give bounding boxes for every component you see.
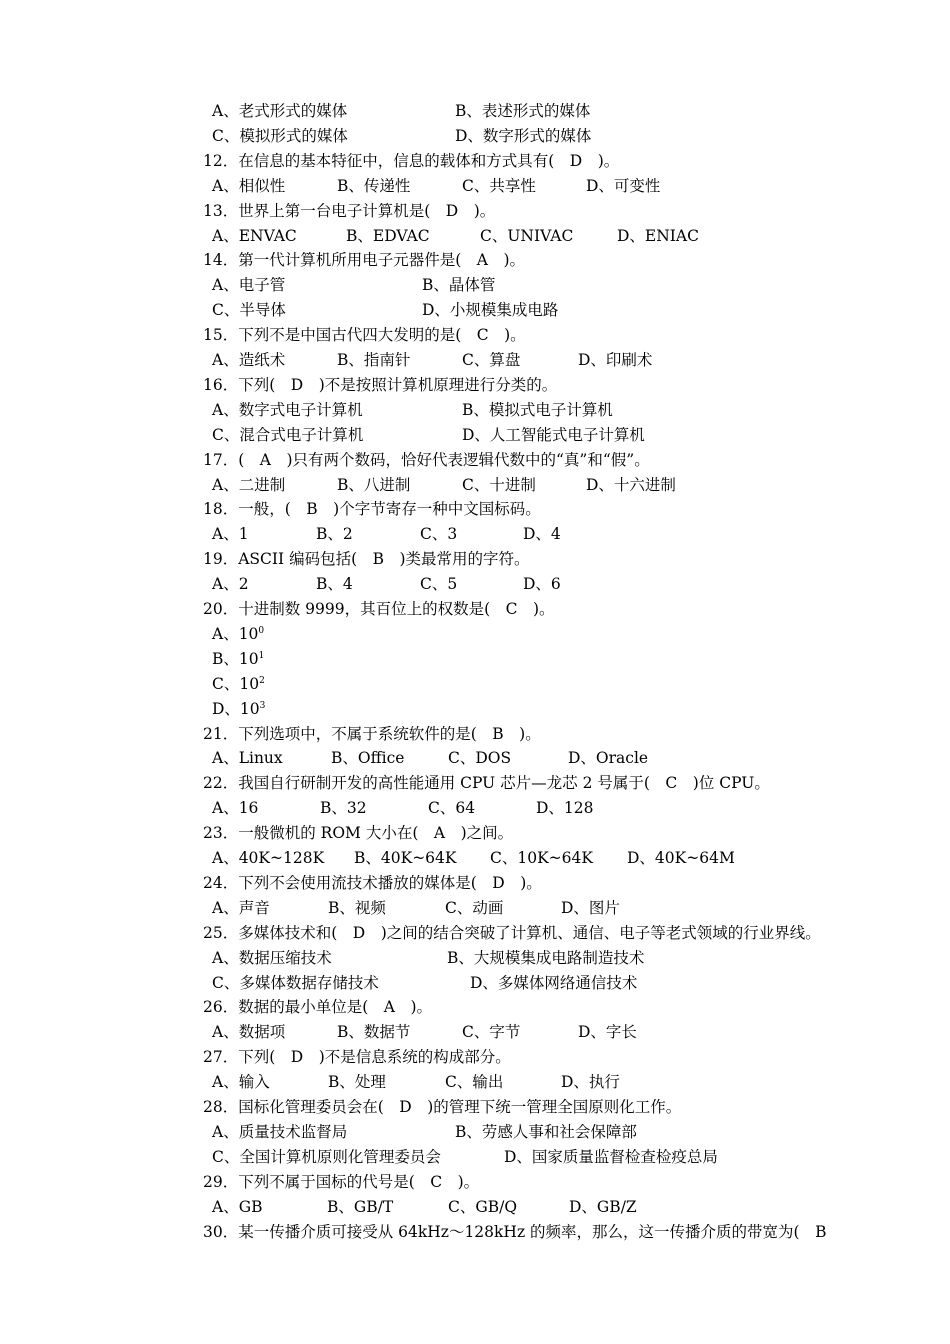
text-run: C、10 xyxy=(212,674,260,693)
question-text xyxy=(203,1045,511,1069)
text-run: C、算盘 xyxy=(462,351,521,369)
question-line xyxy=(0,722,950,746)
text-run: A、ENVAC xyxy=(212,226,297,245)
text-run: A、40K~128K xyxy=(212,849,325,867)
answer-option xyxy=(328,896,386,920)
answer-option xyxy=(212,1195,262,1219)
option-line xyxy=(0,348,950,372)
answer-option xyxy=(212,622,264,646)
text-run: 22．我国自行研制开发的高性能通用 CPU 芯片—龙芯 2 号属于( C )位 CPU。 xyxy=(203,774,770,793)
text-run: C、GB/Q xyxy=(448,1197,518,1216)
question-text xyxy=(203,497,541,521)
text-run: A、GB xyxy=(212,1197,263,1216)
answer-option xyxy=(462,398,613,422)
option-line xyxy=(0,423,950,447)
answer-option xyxy=(448,746,511,770)
answer-option xyxy=(212,697,265,721)
text-run: A、数据项 xyxy=(212,1023,286,1042)
option-line xyxy=(0,971,950,995)
answer-option xyxy=(212,1145,441,1169)
answer-option xyxy=(212,971,379,995)
answer-option xyxy=(212,796,258,820)
text-run: C、输出 xyxy=(445,1073,504,1092)
text-run: 16．下列( D )不是按照计算机原理进行分类的。 xyxy=(203,375,558,394)
answer-option xyxy=(327,1195,393,1219)
answer-option xyxy=(212,423,363,447)
text-run: A、数字式电子计算机 xyxy=(212,400,363,419)
text-run: 14．第一代计算机所用电子元器件是( A )。 xyxy=(203,251,526,270)
answer-option xyxy=(212,1020,285,1044)
question-line xyxy=(0,821,950,845)
option-line xyxy=(0,522,950,546)
answer-option xyxy=(462,174,536,198)
text-run: A、质量技术监督局 xyxy=(212,1122,348,1141)
text-run: 25．多媒体技术和( D )之间的结合突破了计算机、通信、电子等老式领域的行业界线。 xyxy=(203,923,821,942)
answer-option xyxy=(212,174,285,198)
text-run: 29．下列不属于国标的代号是( C )。 xyxy=(203,1172,480,1191)
answer-option xyxy=(316,522,353,546)
text-run: A、数据压缩技术 xyxy=(212,948,332,967)
text-run: A、声音 xyxy=(212,898,270,917)
text-run: D、多媒体网络通信技术 xyxy=(470,973,638,992)
option-line xyxy=(0,174,950,198)
answer-option xyxy=(337,348,410,372)
text-run: B、4 xyxy=(316,575,353,594)
text-run: 30．某一传播介质可接受从 64kHz～128kHz 的频率，那么，这一传播介质的带宽为( B xyxy=(203,1222,827,1241)
answer-option xyxy=(212,1120,347,1144)
question-text xyxy=(203,771,770,795)
question-text xyxy=(203,1220,826,1244)
answer-option xyxy=(212,273,285,297)
text-run: B、32 xyxy=(320,799,367,818)
question-text xyxy=(203,373,557,397)
text-run: A、16 xyxy=(212,799,259,818)
answer-option xyxy=(212,572,249,596)
text-run: 27．下列( D )不是信息系统的构成部分。 xyxy=(203,1048,511,1067)
answer-option xyxy=(346,224,430,248)
question-text xyxy=(203,149,619,173)
text-run: 18．一般，( B )个字节寄存一种中文国标码。 xyxy=(203,500,541,519)
text-run: B、表述形式的媒体 xyxy=(455,102,591,120)
text-run: 12．在信息的基本特征中，信息的载体和方式具有( D )。 xyxy=(203,151,620,170)
answer-option xyxy=(316,572,353,596)
text-run: C、十进制 xyxy=(462,475,536,494)
answer-option xyxy=(470,971,637,995)
text-run: A、10 xyxy=(212,624,259,643)
text-run: 24．下列不会使用流技术播放的媒体是( D )。 xyxy=(203,873,542,892)
answer-option xyxy=(568,746,648,770)
option-line xyxy=(0,473,950,497)
answer-option xyxy=(337,1020,410,1044)
answer-option xyxy=(480,224,573,248)
question-line xyxy=(0,1045,950,1069)
text-run: C、DOS xyxy=(448,749,512,768)
question-line xyxy=(0,248,950,272)
question-line xyxy=(0,1170,950,1194)
question-text xyxy=(203,597,555,621)
question-line xyxy=(0,1220,950,1244)
exponent: 0 xyxy=(258,625,265,636)
exponent: 2 xyxy=(259,675,265,686)
text-run: C、多媒体数据存储技术 xyxy=(212,973,379,992)
answer-option xyxy=(447,946,644,970)
option-line xyxy=(0,896,950,920)
question-line xyxy=(0,448,950,472)
answer-option xyxy=(422,298,558,322)
answer-option xyxy=(561,896,620,920)
answer-option xyxy=(337,473,410,497)
question-text xyxy=(203,547,530,571)
answer-option xyxy=(212,398,363,422)
text-run: C、全国计算机原则化管理委员会 xyxy=(212,1147,441,1166)
option-line xyxy=(0,746,950,770)
text-run: C、字节 xyxy=(462,1023,521,1042)
question-text xyxy=(203,248,525,272)
text-run: A、2 xyxy=(212,575,249,594)
answer-option xyxy=(212,298,286,322)
text-run: C、3 xyxy=(420,525,458,544)
question-line xyxy=(0,995,950,1019)
option-line xyxy=(0,124,950,148)
option-line xyxy=(0,622,950,646)
answer-option xyxy=(569,1195,637,1219)
text-run: B、传递性 xyxy=(337,176,411,195)
text-run: D、40K~64M xyxy=(627,849,735,867)
answer-option xyxy=(354,846,456,870)
answer-option xyxy=(328,1070,386,1094)
text-run: C、10K~64K xyxy=(490,849,593,867)
answer-option xyxy=(212,946,332,970)
text-run: C、UNIVAC xyxy=(480,226,574,245)
question-text xyxy=(203,323,526,347)
question-text xyxy=(203,995,432,1019)
question-line xyxy=(0,497,950,521)
answer-option xyxy=(212,348,285,372)
question-line xyxy=(0,199,950,223)
text-run: B、大规模集成电路制造技术 xyxy=(447,948,645,967)
answer-option xyxy=(586,174,660,198)
text-run: C、动画 xyxy=(445,898,504,917)
text-run: C、模拟形式的媒体 xyxy=(212,126,348,145)
text-run: 21．下列选项中，不属于系统软件的是( B )。 xyxy=(203,724,541,743)
question-text xyxy=(203,871,542,895)
text-run: C、半导体 xyxy=(212,301,286,320)
question-text xyxy=(203,1170,479,1194)
answer-option xyxy=(627,846,735,870)
option-line xyxy=(0,846,950,870)
text-run: A、Linux xyxy=(212,749,283,768)
question-line xyxy=(0,323,950,347)
text-run: A、老式形式的媒体 xyxy=(212,102,348,120)
text-run: B、2 xyxy=(316,525,353,544)
answer-option xyxy=(428,796,475,820)
option-line xyxy=(0,298,950,322)
answer-option xyxy=(578,348,652,372)
answer-option xyxy=(561,1070,620,1094)
answer-option xyxy=(617,224,699,248)
option-line xyxy=(0,946,950,970)
question-text xyxy=(203,722,541,746)
answer-option xyxy=(523,522,561,546)
text-run: A、造纸术 xyxy=(212,351,286,369)
text-run: D、可变性 xyxy=(586,176,661,195)
question-text xyxy=(203,1095,681,1119)
question-line xyxy=(0,1095,950,1119)
answer-option xyxy=(586,473,676,497)
text-run: C、共享性 xyxy=(462,176,536,195)
text-run: B、指南针 xyxy=(337,351,411,369)
text-run: D、国家质量监督检查检疫总局 xyxy=(504,1147,718,1166)
text-run: C、64 xyxy=(428,799,476,818)
text-run: 20．十进制数 9999，其百位上的权数是( C )。 xyxy=(203,600,555,618)
text-run: D、数字形式的媒体 xyxy=(455,126,592,145)
answer-option xyxy=(212,672,265,696)
text-run: D、十六进制 xyxy=(586,475,676,494)
answer-option xyxy=(455,99,590,123)
text-run: A、输入 xyxy=(212,1073,270,1092)
answer-option xyxy=(212,522,249,546)
answer-option xyxy=(212,746,283,770)
text-run: B、八进制 xyxy=(337,475,411,494)
option-line xyxy=(0,398,950,422)
answer-option xyxy=(212,1070,270,1094)
text-run: D、执行 xyxy=(561,1073,620,1092)
text-run: 13．世界上第一台电子计算机是( D )。 xyxy=(203,201,496,220)
question-line xyxy=(0,547,950,571)
answer-option xyxy=(490,846,593,870)
text-run: 15．下列不是中国古代四大发明的是( C )。 xyxy=(203,326,526,345)
answer-option xyxy=(462,423,645,447)
answer-option xyxy=(422,273,495,297)
option-line xyxy=(0,99,950,123)
option-line xyxy=(0,1120,950,1144)
option-line xyxy=(0,647,950,671)
answer-option xyxy=(212,846,324,870)
text-run: D、Oracle xyxy=(568,749,649,768)
text-run: D、小规模集成电路 xyxy=(422,301,559,320)
text-run: C、混合式电子计算机 xyxy=(212,425,364,444)
text-run: D、10 xyxy=(212,699,260,718)
text-run: B、模拟式电子计算机 xyxy=(462,400,613,419)
exponent: 1 xyxy=(258,650,265,661)
answer-option xyxy=(523,572,561,596)
answer-option xyxy=(445,1070,503,1094)
answer-option xyxy=(445,896,503,920)
text-run: B、数据节 xyxy=(337,1023,411,1042)
text-run: 23．一般微机的 ROM 大小在( A )之间。 xyxy=(203,824,514,843)
answer-option xyxy=(212,647,264,671)
question-line xyxy=(0,871,950,895)
text-run: 26．数据的最小单位是( A )。 xyxy=(203,998,433,1017)
answer-option xyxy=(331,746,404,770)
answer-option xyxy=(462,473,536,497)
text-run: B、EDVAC xyxy=(346,226,430,245)
question-text xyxy=(203,199,495,223)
exponent: 3 xyxy=(259,700,266,711)
answer-option xyxy=(420,522,457,546)
option-line xyxy=(0,572,950,596)
text-run: A、1 xyxy=(212,525,249,544)
option-line xyxy=(0,697,950,721)
text-run: A、二进制 xyxy=(212,475,286,494)
question-line xyxy=(0,149,950,173)
option-line xyxy=(0,224,950,248)
text-run: B、处理 xyxy=(328,1073,386,1092)
answer-option xyxy=(212,224,297,248)
answer-option xyxy=(420,572,457,596)
text-run: B、40K~64K xyxy=(354,849,457,867)
answer-option xyxy=(462,348,520,372)
question-line xyxy=(0,771,950,795)
text-run: B、劳感人事和社会保障部 xyxy=(455,1122,637,1141)
option-line xyxy=(0,672,950,696)
option-line xyxy=(0,1020,950,1044)
text-run: A、相似性 xyxy=(212,176,286,195)
text-run: 17．( A )只有两个数码，恰好代表逻辑代数中的“真”和“假”。 xyxy=(203,450,650,469)
text-run: D、印刷术 xyxy=(578,351,653,369)
option-line xyxy=(0,1070,950,1094)
text-run: B、GB/T xyxy=(327,1197,394,1216)
question-line xyxy=(0,597,950,621)
question-line xyxy=(0,921,950,945)
option-line xyxy=(0,1145,950,1169)
text-run: D、字长 xyxy=(578,1023,637,1042)
text-run: D、GB/Z xyxy=(569,1197,637,1216)
answer-option xyxy=(212,99,347,123)
text-run: D、ENIAC xyxy=(617,226,699,245)
question-text xyxy=(203,448,650,472)
text-run: D、4 xyxy=(523,525,561,544)
text-run: D、6 xyxy=(523,575,561,594)
text-run: A、电子管 xyxy=(212,276,286,295)
question-text xyxy=(203,821,513,845)
option-line xyxy=(0,273,950,297)
text-run: B、10 xyxy=(212,649,259,668)
answer-option xyxy=(536,796,594,820)
text-run: D、人工智能式电子计算机 xyxy=(462,425,645,444)
text-run: D、图片 xyxy=(561,898,620,917)
answer-option xyxy=(212,473,285,497)
option-line xyxy=(0,1195,950,1219)
text-run: 28．国标化管理委员会在( D )的管理下统一管理全国原则化工作。 xyxy=(203,1098,682,1116)
answer-option xyxy=(504,1145,718,1169)
answer-option xyxy=(212,124,348,148)
text-run: 19．ASCII 编码包括( B )类最常用的字符。 xyxy=(203,550,530,569)
answer-option xyxy=(212,896,270,920)
text-run: B、晶体管 xyxy=(422,276,496,295)
answer-option xyxy=(448,1195,517,1219)
answer-option xyxy=(455,124,591,148)
question-text xyxy=(203,921,821,945)
answer-option xyxy=(578,1020,637,1044)
answer-option xyxy=(337,174,410,198)
answer-option xyxy=(462,1020,520,1044)
text-run: D、128 xyxy=(536,799,594,818)
text-run: B、视频 xyxy=(328,898,386,917)
text-run: B、Office xyxy=(331,749,405,768)
answer-option xyxy=(455,1120,637,1144)
option-line xyxy=(0,796,950,820)
question-line xyxy=(0,373,950,397)
answer-option xyxy=(320,796,367,820)
text-run: C、5 xyxy=(420,575,458,594)
